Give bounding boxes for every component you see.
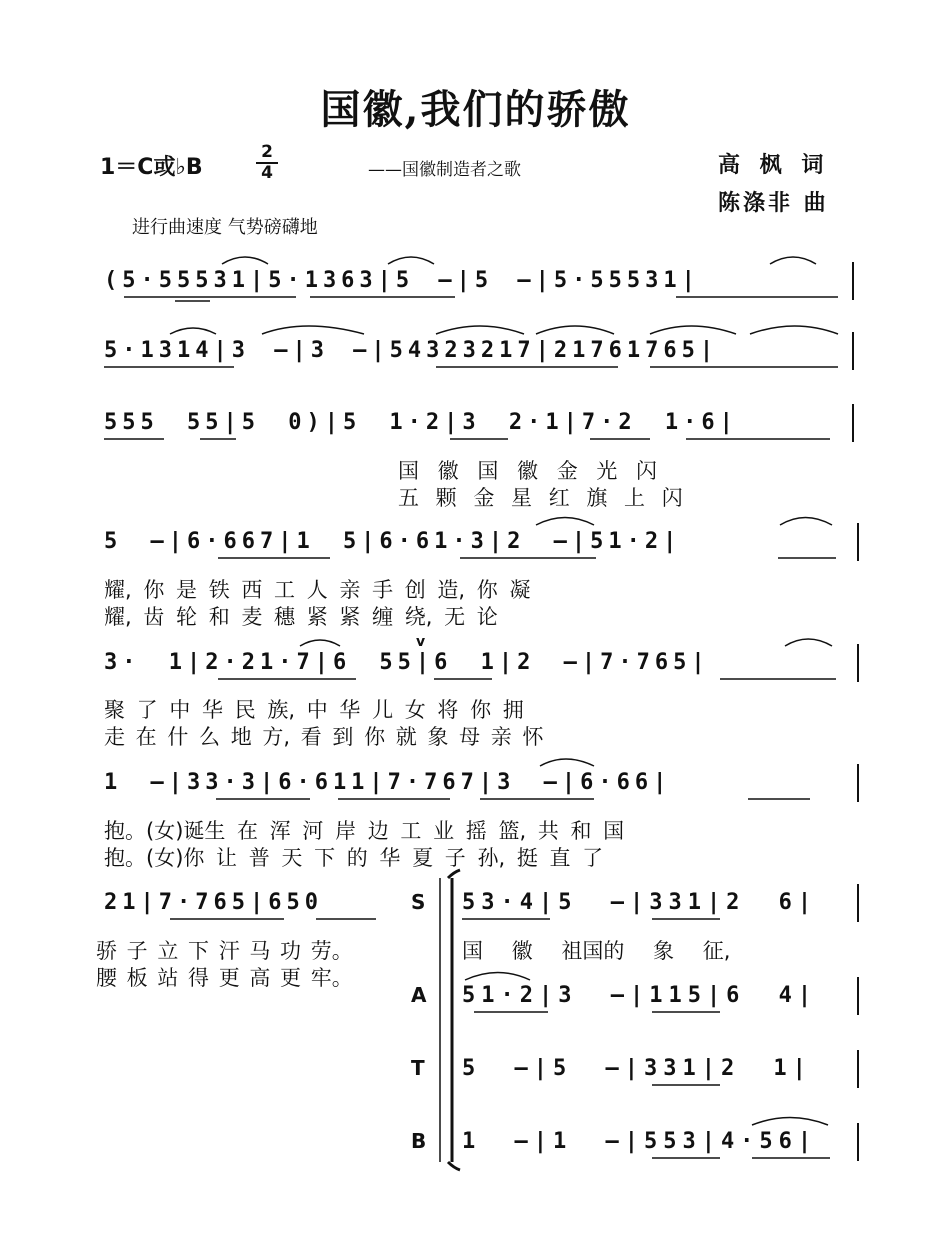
lyrics-line-4-verse-1: 耀, 你 是 铁 西 工 人 亲 手 创 造, 你 凝 [104,578,531,602]
notation-line-2: 5·1314|3 –|3 –|54323217|21761765| [104,338,719,363]
svg-text:v: v [416,634,426,650]
part-label-tenor: T [411,1056,425,1080]
lyrics-line-7-verse-1: 骄 子 立 下 汗 马 功 劳。 [96,939,353,963]
lyrics-line-5-verse-2: 走 在 什 么 地 方, 看 到 你 就 象 母 亲 怀 [104,725,544,749]
part-label-soprano: S [411,890,426,914]
notation-line-3: 555 55|5 0)|5 1·2|3 2·1|7·2 1·6| [104,410,738,435]
tempo-marking: 进行曲速度 气势磅礴地 [132,217,318,238]
lyrics-line-6-verse-2: 抱。(女)你 让 普 天 下 的 华 夏 子 孙, 挺 直 了 [104,846,604,870]
notation-line-4: 5 –|6·667|1 5|6·61·3|2 –|51·2| [104,529,682,554]
lyrics-line-7-verse-2: 腰 板 站 得 更 高 更 牢。 [96,966,353,990]
part-lyrics-soprano: 国 徽 祖国的 象 征, [462,939,731,963]
time-sig-top: 2 [261,142,273,162]
lyrics-line-3-verse-1: 国 徽 国 徽 金 光 闪 [398,459,658,483]
notation-line-6: 1 –|33·3|6·611|7·767|3 –|6·66| [104,770,672,795]
choir-bracket [448,870,460,1170]
lyrics-line-3-verse-2: 五 颗 金 星 红 旗 上 闪 [398,486,683,510]
part-notes-bass: 1 –|1 –|553|4·56| [462,1129,818,1154]
part-label-bass: B [411,1129,427,1153]
page-title: 国徽,我们的骄傲 [320,86,631,133]
key-signature: 1＝C或♭B [100,155,203,180]
notation-line-1: (5·55531|5·1363|5 –|5 –|5·55531| [104,268,700,293]
lyricist: 高 枫 词 [718,153,830,178]
lyrics-line-5-verse-1: 聚 了 中 华 民 族, 中 华 儿 女 将 你 拥 [104,698,524,722]
part-label-alto: A [411,983,427,1007]
lyrics-line-4-verse-2: 耀, 齿 轮 和 麦 穗 紧 紧 缠 绕, 无 论 [104,605,498,629]
composer: 陈涤非 曲 [718,191,829,216]
notation-line-7: 21|7·765|650 [104,890,323,915]
lyrics-line-6-verse-1: 抱。(女)诞生 在 浑 河 岸 边 工 业 摇 篮, 共 和 国 [104,819,625,843]
notation-line-5: 3· 1|2·21·7|6 55|6 1|2 –|7·765| [104,650,710,675]
part-notes-soprano: 53·4|5 –|331|2 6| [462,890,818,915]
part-notes-tenor: 5 –|5 –|331|2 1| [462,1056,812,1081]
subtitle: ——国徽制造者之歌 [368,160,521,180]
part-notes-alto: 51·2|3 –|115|6 4| [462,983,818,1008]
time-sig-bottom: 4 [261,163,273,183]
